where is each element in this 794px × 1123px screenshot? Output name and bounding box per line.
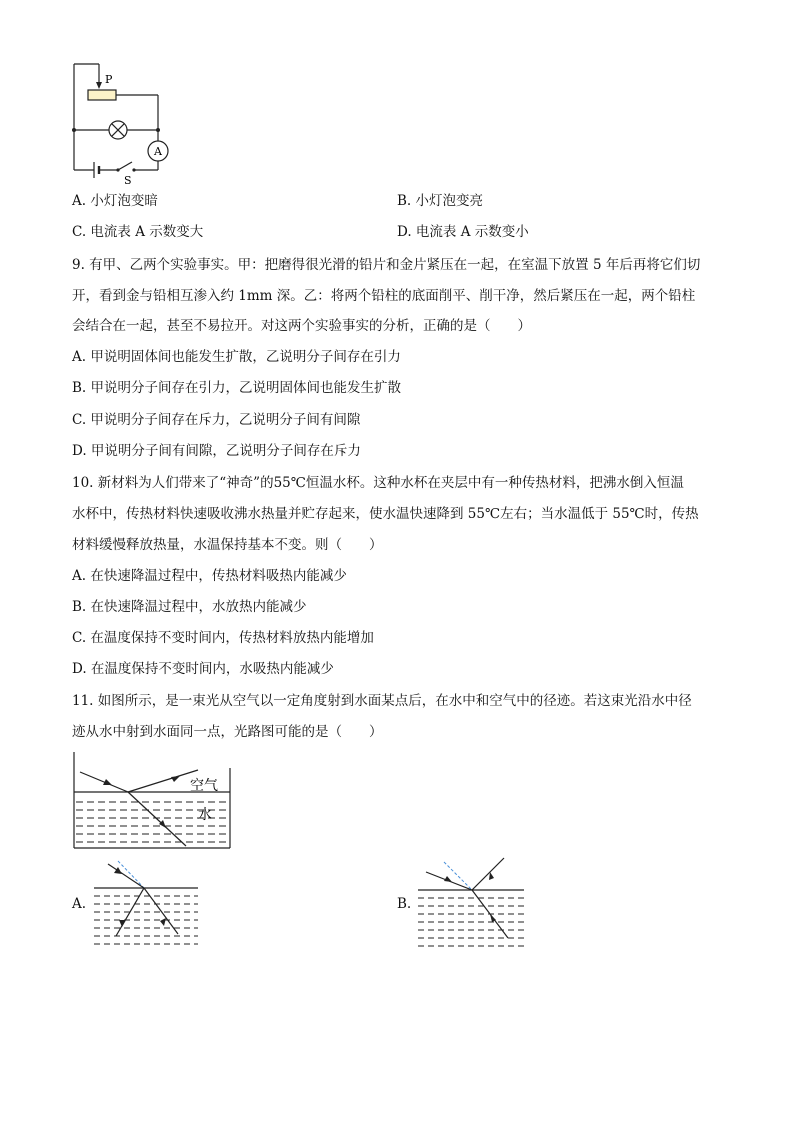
slider-label: P bbox=[105, 73, 113, 86]
q10-stem-line: 10. 新材料为人们带来了“神奇”的55℃恒温水杯。这种水杯在夹层中有一种传热材料，把沸水倒入恒温 bbox=[72, 475, 684, 491]
ammeter-label: A bbox=[154, 145, 162, 158]
q9-option: D. 甲说明分子间有间隙，乙说明分子间存在斥力 bbox=[72, 443, 361, 459]
q9-stem-line: 9. 有甲、乙两个实验事实。甲：把磨得很光滑的铅片和金片紧压在一起，在室温下放置 5 年后再将它们切 bbox=[72, 257, 701, 273]
q11-stem-line: 迹从水中射到水面同一点，光路图可能的是（ ） bbox=[72, 724, 383, 740]
option-a-figure bbox=[92, 858, 200, 950]
switch-label: S bbox=[124, 174, 132, 187]
circuit-diagram bbox=[66, 58, 186, 188]
q9-option: B. 甲说明分子间存在引力，乙说明固体间也能发生扩散 bbox=[72, 380, 402, 396]
refraction-figure bbox=[70, 750, 236, 852]
q9-option: A. 甲说明固体间也能发生扩散，乙说明分子间存在引力 bbox=[72, 349, 401, 365]
q9-stem-line: 会结合在一起，甚至不易拉开。对这两个实验事实的分析，正确的是（ ） bbox=[72, 318, 531, 334]
q10-option: C. 在温度保持不变时间内，传热材料放热内能增加 bbox=[72, 630, 374, 646]
q10-option: D. 在温度保持不变时间内，水吸热内能减少 bbox=[72, 661, 334, 677]
q11-option-a-label: A. bbox=[72, 896, 87, 912]
q11-option-b-label: B. bbox=[397, 896, 412, 912]
q10-stem-line: 水杯中，传热材料快速吸收沸水热量并贮存起来，使水温快速降到 55℃左右；当水温低于 55℃时，传热 bbox=[72, 506, 699, 522]
air-label: 空气 bbox=[190, 778, 218, 794]
q8-option-d: D. 电流表 A 示数变小 bbox=[397, 224, 529, 240]
q9-option: C. 甲说明分子间存在斥力，乙说明分子间有间隙 bbox=[72, 412, 361, 428]
water-label: 水 bbox=[198, 807, 212, 823]
q10-option: B. 在快速降温过程中，水放热内能减少 bbox=[72, 599, 307, 615]
q11-stem-line: 11. 如图所示，是一束光从空气以一定角度射到水面某点后，在水中和空气中的径迹。若这束光沿水中径 bbox=[72, 693, 692, 709]
q8-option-c: C. 电流表 A 示数变大 bbox=[72, 224, 204, 240]
q8-option-b: B. 小灯泡变亮 bbox=[397, 193, 484, 209]
q9-stem-line: 开，看到金与铅相互渗入约 1mm 深。乙：将两个铅柱的底面削平、削干净，然后紧压在一起，两个铅柱 bbox=[72, 288, 696, 304]
q10-stem-line: 材料缓慢释放热量，水温保持基本不变。则（ ） bbox=[72, 537, 383, 553]
q10-option: A. 在快速降温过程中，传热材料吸热内能减少 bbox=[72, 568, 347, 584]
q8-option-a: A. 小灯泡变暗 bbox=[72, 193, 158, 209]
option-b-figure bbox=[416, 852, 526, 952]
